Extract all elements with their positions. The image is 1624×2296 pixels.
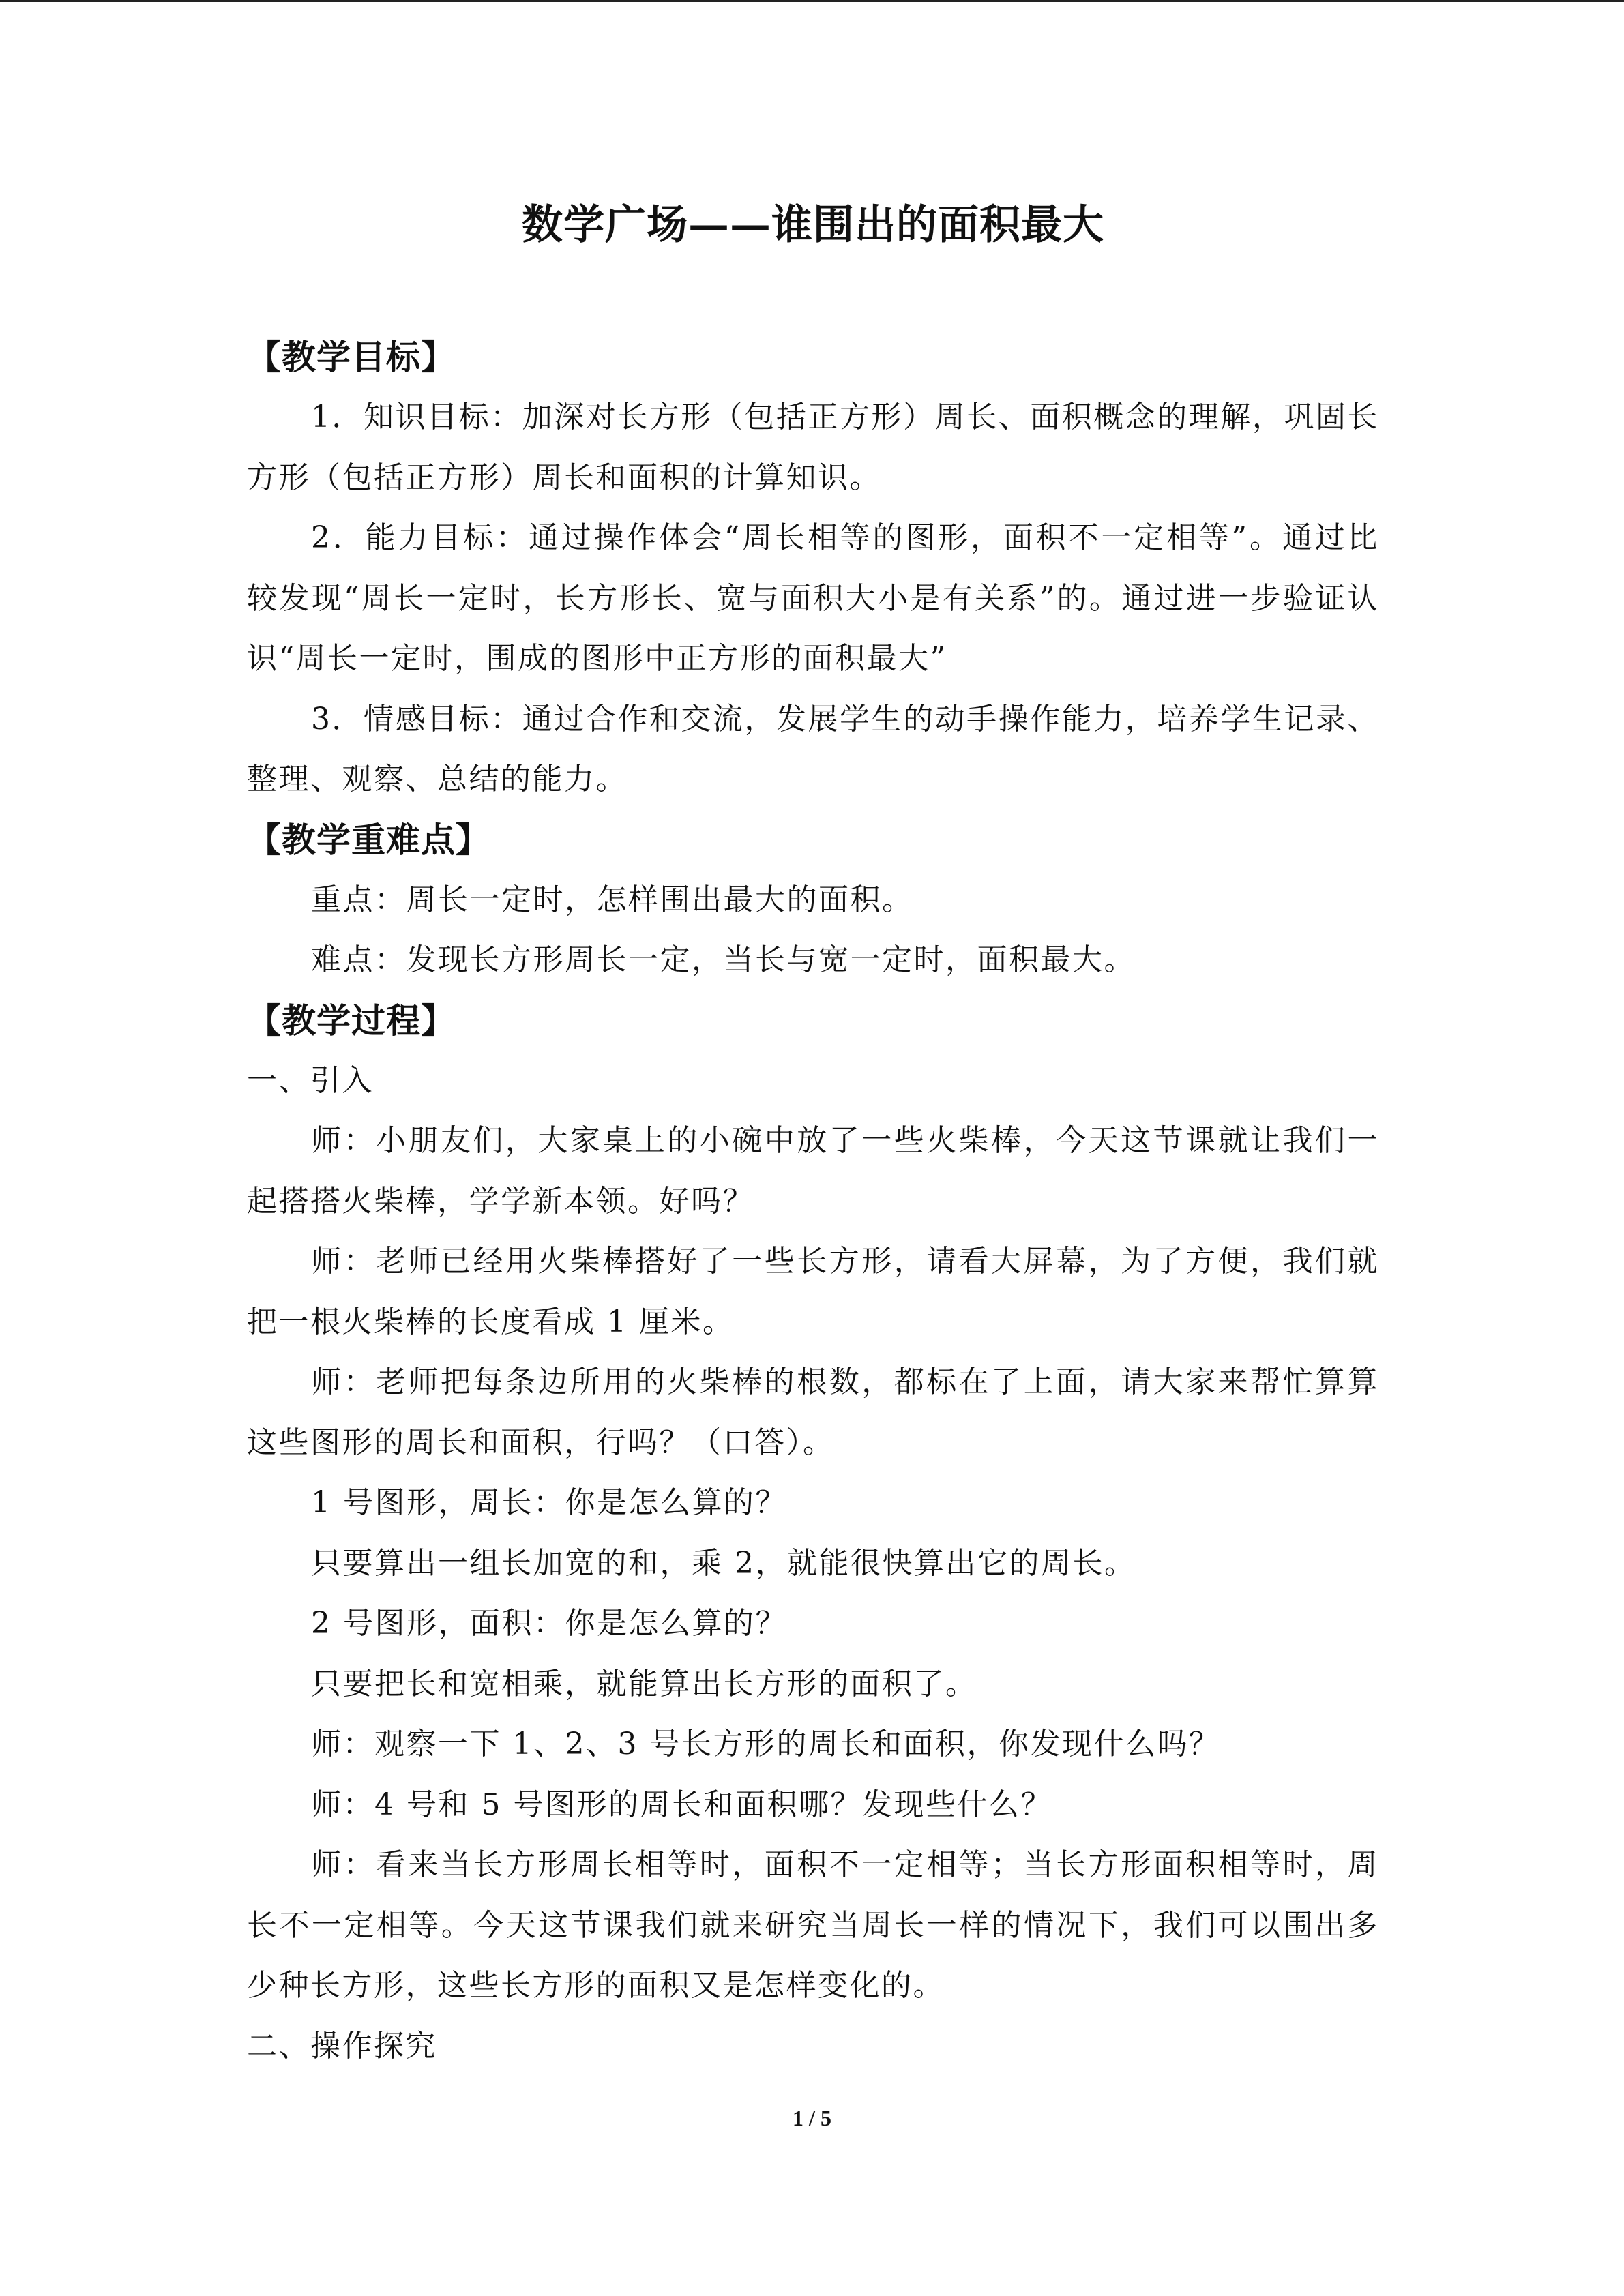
process-line: 师：观察一下 1、2、3 号长方形的周长和面积，你发现什么吗？ bbox=[311, 1727, 1221, 1761]
page-top-border bbox=[0, 0, 1624, 2]
heading-key-points: 【教学重难点】 bbox=[247, 819, 490, 860]
process-line: 师：老师已经用火柴棒搭好了一些长方形，请看大屏幕，为了方便，我们就把一根火柴棒的长度看成 1 厘米。 bbox=[247, 1244, 1379, 1339]
process-line: 师：老师把每条边所用的火柴棒的根数，都标在了上面，请大家来帮忙算算这些图形的周长和面积，行吗？（口答）。 bbox=[247, 1365, 1379, 1460]
process-line: 1 号图形，周长：你是怎么算的？ bbox=[311, 1485, 787, 1520]
process-line: 2 号图形，面积：你是怎么算的？ bbox=[311, 1606, 787, 1641]
process-line: 师：4 号和 5 号图形的周长和面积哪？发现些什么？ bbox=[311, 1787, 1052, 1822]
heading-process: 【教学过程】 bbox=[247, 1000, 456, 1041]
document-title: 数学广场——谁围出的面积最大 bbox=[522, 201, 1104, 249]
key-point: 重点：周长一定时，怎样围出最大的面积。 bbox=[311, 882, 914, 917]
objective-emotion: 3．情感目标：通过合作和交流，发展学生的动手操作能力，培养学生记录、整理、观察、总结的能力。 bbox=[247, 701, 1379, 796]
page-number: 1 / 5 bbox=[793, 2106, 831, 2130]
process-line: 师：看来当长方形周长相等时，面积不一定相等；当长方形面积相等时，周长不一定相等。今天这节课我们就来研究当周长一样的情况下，我们可以围出多少种长方形，这些长方形的面积又是怎样变化的。 bbox=[247, 1847, 1379, 2003]
part1-title: 一、引入 bbox=[247, 1062, 374, 1098]
part2-title: 二、操作探究 bbox=[247, 2028, 437, 2063]
process-line: 只要算出一组长加宽的和，乘 2，就能很快算出它的周长。 bbox=[311, 1545, 1136, 1581]
process-line: 只要把长和宽相乘，就能算出长方形的面积了。 bbox=[311, 1666, 977, 1701]
objective-ability: 2．能力目标：通过操作体会“周长相等的图形，面积不一定相等”。通过比较发现“周长一定时，长方形长、宽与面积大小是有关系”的。通过进一步验证认识“周长一定时，围成的图形中正方形的面积最大” bbox=[247, 520, 1379, 676]
heading-objectives: 【教学目标】 bbox=[247, 337, 456, 377]
objective-knowledge: 1．知识目标：加深对长方形（包括正方形）周长、面积概念的理解，巩固长方形（包括正方形）周长和面积的计算知识。 bbox=[247, 400, 1379, 495]
process-line: 师：小朋友们，大家桌上的小碗中放了一些火柴棒，今天这节课就让我们一起搭搭火柴棒，学学新本领。好吗？ bbox=[247, 1123, 1379, 1219]
difficulty-point: 难点：发现长方形周长一定，当长与宽一定时，面积最大。 bbox=[311, 942, 1136, 977]
document-page bbox=[247, 198, 1379, 2076]
